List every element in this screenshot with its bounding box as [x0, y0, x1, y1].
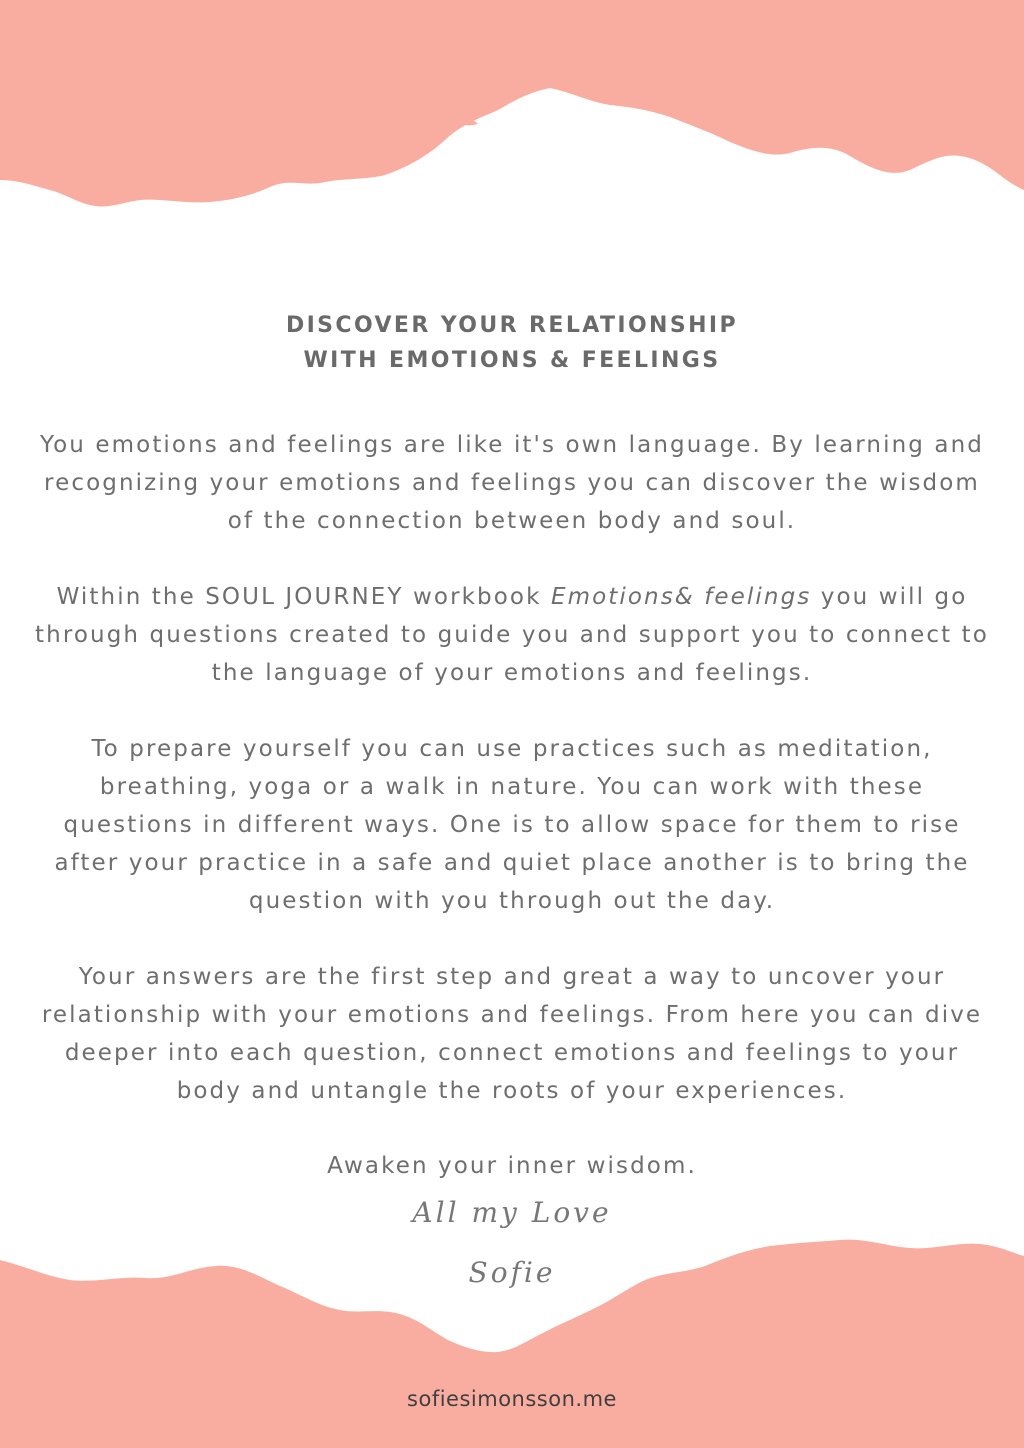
paragraph-line: through questions created to guide you and support you to connect to — [35, 622, 989, 648]
paragraph-line: relationship with your emotions and feelings. From here you can dive — [41, 1002, 983, 1028]
paragraph-line: To prepare yourself you can use practices such as meditation, — [91, 736, 933, 762]
paragraph-line: recognizing your emotions and feelings you can discover the wisdom — [44, 470, 980, 496]
closing-line: Awaken your inner wisdom. — [327, 1153, 697, 1179]
footer-website-link[interactable]: sofiesimonsson.me — [407, 1387, 617, 1411]
workbook-intro-end: you will go — [811, 584, 968, 610]
paragraph-line: questions in different ways. One is to allow space for them to rise — [63, 812, 961, 838]
paragraph-line: deeper into each question, connect emotions and feelings to your — [64, 1040, 960, 1066]
paragraph-line: of the connection between body and soul. — [227, 508, 797, 534]
paragraph-line: the language of your emotions and feelings. — [211, 660, 813, 686]
paragraph-4 — [0, 958, 1024, 1110]
title-line-2: WITH EMOTIONS & FEELINGS — [303, 348, 721, 373]
paragraph-line: Your answers are the first step and great a way to uncover your — [78, 964, 946, 990]
paragraph-line: question with you through out the day. — [248, 888, 776, 914]
paragraph-line: after your practice in a safe and quiet place another is to bring the — [54, 850, 970, 876]
paragraph-line: breathing, yoga or a walk in nature. You can work with these — [99, 774, 925, 800]
body-text — [0, 426, 1024, 1148]
title-line-1: DISCOVER YOUR RELATIONSHIP — [285, 313, 739, 338]
paragraph-2 — [0, 578, 1024, 692]
paragraph-3 — [0, 730, 1024, 920]
signature-all-my-love: All my Love — [412, 1196, 612, 1229]
page-title — [0, 308, 1024, 378]
paragraph-line — [0, 578, 1024, 616]
paragraph-1 — [0, 426, 1024, 540]
workbook-title: Emotions& feelings — [550, 584, 812, 610]
top-pink-wave — [0, 0, 1024, 215]
signature-name: Sofie — [468, 1256, 556, 1289]
workbook-intro-text: Within the SOUL JOURNEY workbook — [56, 584, 551, 610]
paragraph-line: You emotions and feelings are like it's own language. By learning and — [40, 432, 984, 458]
paragraph-line: body and untangle the roots of your experiences. — [176, 1078, 848, 1104]
